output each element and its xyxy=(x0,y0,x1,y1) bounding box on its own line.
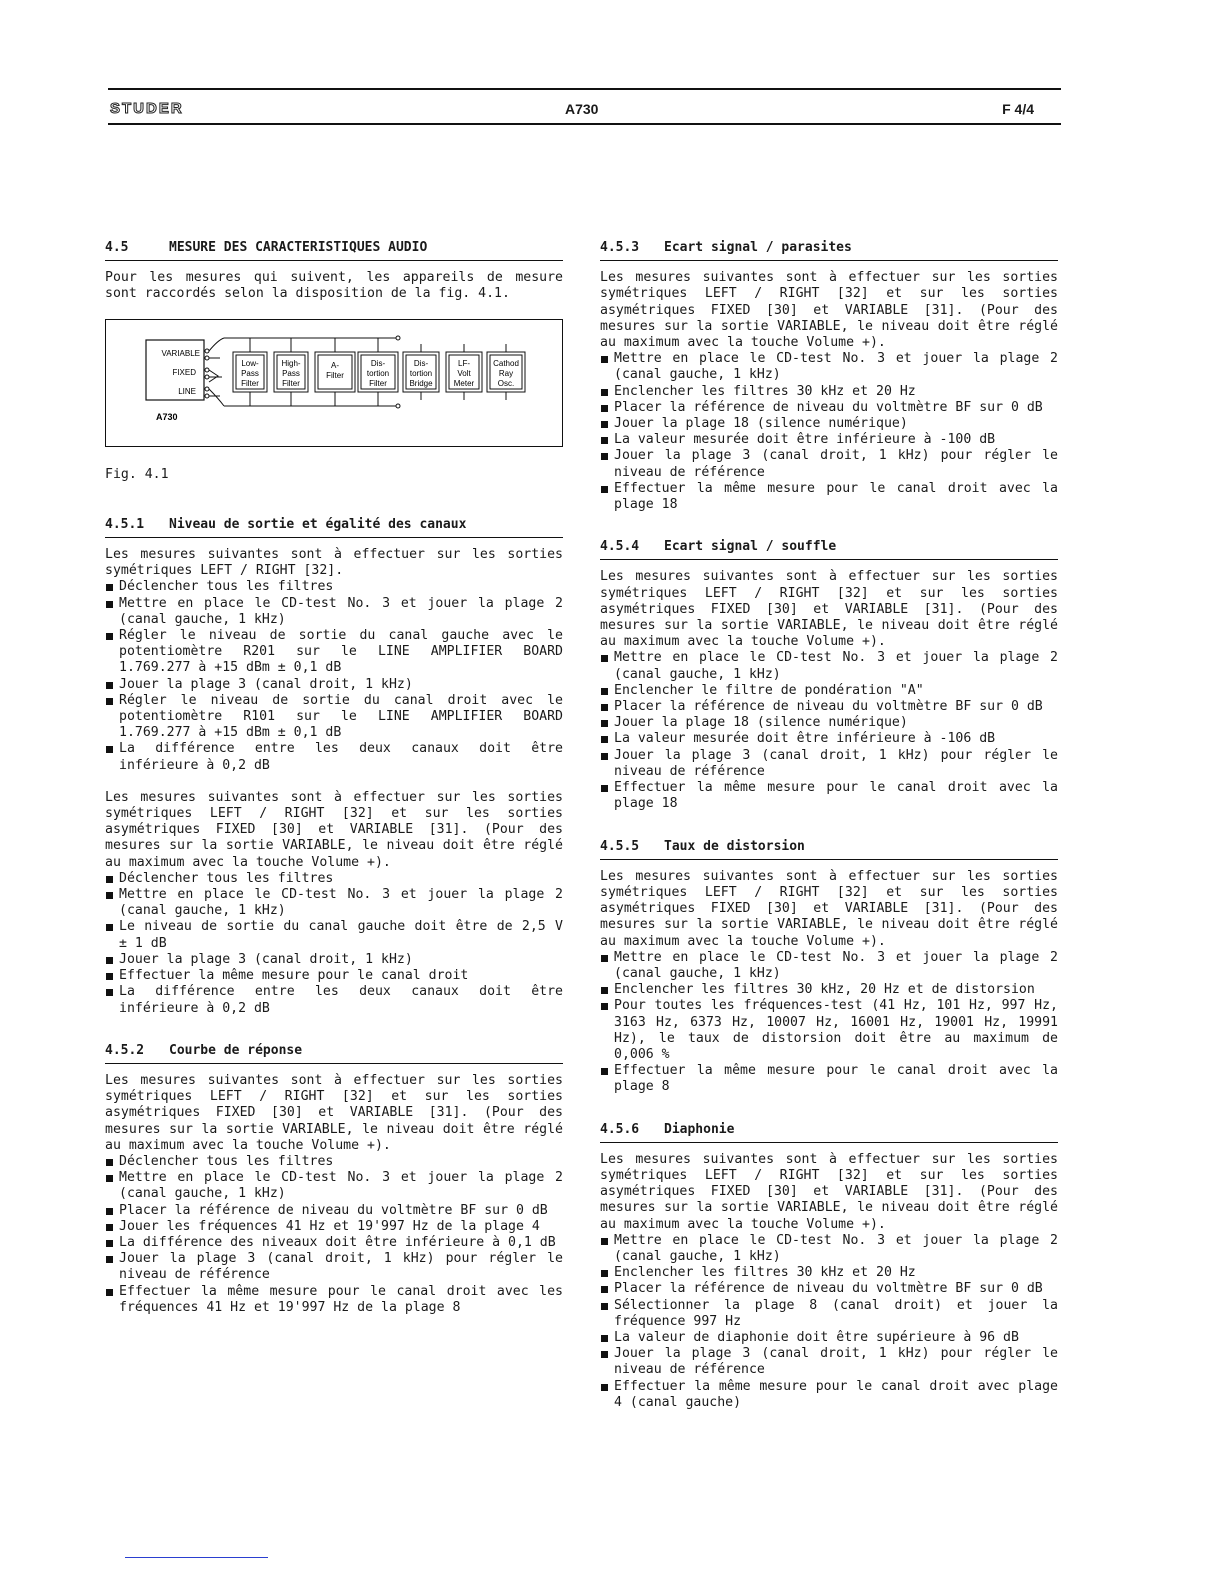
list-item: Effectuer la même mesure pour le canal droit xyxy=(105,968,563,984)
list-item: Jouer la plage 3 (canal droit, 1 kHz) xyxy=(105,677,563,693)
section-title: Courbe de réponse xyxy=(169,1042,303,1058)
list-item: Enclencher les filtres 30 kHz et 20 Hz xyxy=(600,1265,1058,1281)
section-4-5-4 xyxy=(600,539,1058,812)
list-item: Enclencher le filtre de pondération "A" xyxy=(600,683,1058,699)
list-item: Jouer la plage 3 (canal droit, 1 kHz) pour régler le niveau de référence xyxy=(600,1346,1058,1378)
svg-text:tortion: tortion xyxy=(366,368,390,378)
footnote-separator-line xyxy=(125,1557,268,1558)
section-heading xyxy=(105,240,563,261)
list-item: Mettre en place le CD-test No. 3 et jouer la plage 2 (canal gauche, 1 kHz) xyxy=(600,1233,1058,1265)
list-item: Mettre en place le CD-test No. 3 et jouer la plage 2 (canal gauche, 1 kHz) xyxy=(600,650,1058,682)
measurement-setup-diagram xyxy=(106,320,562,446)
section-number: 4.5.4 xyxy=(600,539,640,555)
bullet-list xyxy=(600,650,1058,812)
paragraph: Les mesures suivantes sont à effectuer sur les sorties symétriques LEFT / RIGHT [32] et sur les sorties asymétriques FIXED [30] et VARIABLE [31]. (Pour des mesures sur la sortie VARIABLE, le niveau doit être réglé au maximum avec la touche Volume +). xyxy=(600,868,1058,949)
list-item: Mettre en place le CD-test No. 3 et jouer la plage 2 (canal gauche, 1 kHz) xyxy=(600,351,1058,383)
section-heading xyxy=(600,539,1058,560)
section-number: 4.5 xyxy=(105,240,129,255)
section-4-5-3 xyxy=(600,240,1058,513)
svg-text:Pass: Pass xyxy=(282,368,300,378)
bullet-list xyxy=(105,1154,563,1316)
section-number: 4.5.3 xyxy=(600,240,640,255)
svg-text:Ray: Ray xyxy=(498,368,514,378)
svg-text:Volt: Volt xyxy=(457,368,471,378)
list-item: La différence des niveaux doit être inférieure à 0,1 dB xyxy=(105,1235,563,1251)
list-item: Mettre en place le CD-test No. 3 et jouer la plage 2 (canal gauche, 1 kHz) xyxy=(105,1170,563,1202)
list-item: La différence entre les deux canaux doit être inférieure à 0,2 dB xyxy=(105,741,563,773)
list-item: Placer la référence de niveau du voltmètre BF sur 0 dB xyxy=(600,1281,1058,1297)
list-item: Régler le niveau de sortie du canal droit avec le potentiomètre R101 sur le LINE AMPLIFIER BOARD 1.769.277 à +15 dBm ± 0,1 dB xyxy=(105,693,563,742)
section-4-5 xyxy=(105,240,563,483)
list-item: Effectuer la même mesure pour le canal droit avec les fréquences 41 Hz et 19'997 Hz de la plage 8 xyxy=(105,1284,563,1316)
list-item: Jouer les fréquences 41 Hz et 19'997 Hz de la plage 4 xyxy=(105,1219,563,1235)
list-item: Enclencher les filtres 30 kHz et 20 Hz xyxy=(600,384,1058,400)
list-item: Mettre en place le CD-test No. 3 et jouer la plage 2 (canal gauche, 1 kHz) xyxy=(105,887,563,919)
list-item: La valeur mesurée doit être inférieure à -100 dB xyxy=(600,432,1058,448)
bullet-list xyxy=(105,871,563,1017)
svg-text:tortion: tortion xyxy=(409,368,433,378)
section-number: 4.5.6 xyxy=(600,1121,640,1137)
svg-text:Meter: Meter xyxy=(453,378,475,388)
list-item: Effectuer la même mesure pour le canal droit avec la plage 18 xyxy=(600,780,1058,812)
section-number: 4.5.5 xyxy=(600,838,640,854)
bullet-list xyxy=(105,579,563,773)
svg-text:High-: High- xyxy=(281,358,301,368)
paragraph: Les mesures suivantes sont à effectuer sur les sorties symétriques LEFT / RIGHT [32] et sur les sorties asymétriques FIXED [30] et VARIABLE [31]. (Pour des mesures sur la sortie VARIABLE, le niveau doit être réglé au maximum avec la touche Volume +). xyxy=(600,270,1058,351)
svg-text:Dis-: Dis- xyxy=(413,358,429,368)
section-heading xyxy=(600,1122,1058,1143)
list-item: Sélectionner la plage 8 (canal droit) et jouer la fréquence 997 Hz xyxy=(600,1298,1058,1330)
bullet-list xyxy=(600,950,1058,1096)
header-model: A730 xyxy=(565,101,599,117)
paragraph: Les mesures suivantes sont à effectuer sur les sorties symétriques LEFT / RIGHT [32]. xyxy=(105,547,563,579)
svg-text:Dis-: Dis- xyxy=(370,358,386,368)
list-item: Effectuer la même mesure pour le canal droit avec plage 4 (canal gauche) xyxy=(600,1379,1058,1411)
studer-logo: STUDER xyxy=(110,100,184,117)
output-label-fixed: FIXED xyxy=(172,367,196,377)
header-top-rule xyxy=(108,88,1061,90)
list-item: Jouer la plage 18 (silence numérique) xyxy=(600,416,1058,432)
list-item: Effectuer la même mesure pour le canal droit avec la plage 8 xyxy=(600,1063,1058,1095)
list-item: Mettre en place le CD-test No. 3 et jouer la plage 2 (canal gauche, 1 kHz) xyxy=(600,950,1058,982)
svg-text:Filter: Filter xyxy=(282,378,300,388)
list-item: Déclencher tous les filtres xyxy=(105,579,563,595)
left-column xyxy=(105,240,563,1342)
svg-text:Filter: Filter xyxy=(241,378,259,388)
svg-text:Filter: Filter xyxy=(326,370,344,380)
list-item: La valeur de diaphonie doit être supérieure à 96 dB xyxy=(600,1330,1058,1346)
svg-text:Pass: Pass xyxy=(241,368,259,378)
bullet-list xyxy=(600,351,1058,513)
output-label-line: LINE xyxy=(178,386,196,396)
section-title: Diaphonie xyxy=(664,1121,735,1137)
header-page-number: F 4/4 xyxy=(1002,101,1034,117)
svg-text:LF-: LF- xyxy=(458,358,470,368)
list-item: Jouer la plage 18 (silence numérique) xyxy=(600,715,1058,731)
svg-text:Bridge: Bridge xyxy=(409,378,433,388)
list-item: La différence entre les deux canaux doit être inférieure à 0,2 dB xyxy=(105,984,563,1016)
list-item: Régler le niveau de sortie du canal gauche avec le potentiomètre R201 sur le LINE AMPLIFIER BOARD 1.769.277 à +15 dBm ± 0,1 dB xyxy=(105,628,563,677)
list-item: Enclencher les filtres 30 kHz, 20 Hz et de distorsion xyxy=(600,982,1058,998)
list-item: Jouer la plage 3 (canal droit, 1 kHz) pour régler le niveau de référence xyxy=(600,448,1058,480)
section-heading xyxy=(600,839,1058,860)
section-number: 4.5.1 xyxy=(105,516,145,532)
device-label: A730 xyxy=(156,411,178,422)
paragraph: Les mesures suivantes sont à effectuer sur les sorties symétriques LEFT / RIGHT [32] et sur les sorties asymétriques FIXED [30] et VARIABLE [31]. (Pour des mesures sur la sortie VARIABLE, le niveau doit être réglé au maximum avec la touche Volume +). xyxy=(105,1072,563,1153)
list-item: Déclencher tous les filtres xyxy=(105,1154,563,1170)
section-4-5-2 xyxy=(105,1043,563,1316)
section-heading xyxy=(600,240,1058,261)
paragraph: Les mesures suivantes sont à effectuer sur les sorties symétriques LEFT / RIGHT [32] et sur les sorties asymétriques FIXED [30] et VARIABLE [31]. (Pour des mesures sur la sortie VARIABLE, le niveau doit être réglé au maximum avec la touche Volume +). xyxy=(600,569,1058,650)
svg-text:Cathod: Cathod xyxy=(493,358,519,368)
svg-text:A-: A- xyxy=(331,360,339,370)
list-item: Placer la référence de niveau du voltmètre BF sur 0 dB xyxy=(600,400,1058,416)
list-item: Déclencher tous les filtres xyxy=(105,871,563,887)
section-number: 4.5.2 xyxy=(105,1042,145,1058)
section-4-5-1 xyxy=(105,517,563,1017)
list-item: La valeur mesurée doit être inférieure à -106 dB xyxy=(600,731,1058,747)
list-item: Jouer la plage 3 (canal droit, 1 kHz) pour régler le niveau de référence xyxy=(105,1251,563,1283)
list-item: Placer la référence de niveau du voltmètre BF sur 0 dB xyxy=(105,1203,563,1219)
section-title: Ecart signal / parasites xyxy=(664,240,852,255)
svg-text:Filter: Filter xyxy=(369,378,387,388)
right-column xyxy=(600,240,1058,1437)
section-heading xyxy=(105,517,563,538)
output-connectors xyxy=(205,338,224,406)
svg-text:Osc.: Osc. xyxy=(497,378,515,388)
section-heading xyxy=(105,1043,563,1064)
list-item: Le niveau de sortie du canal gauche doit être de 2,5 V ± 1 dB xyxy=(105,919,563,951)
section-4-5-5 xyxy=(600,839,1058,1096)
section-title: Taux de distorsion xyxy=(664,838,805,854)
block-labels xyxy=(241,359,519,388)
list-item: Pour toutes les fréquences-test (41 Hz, 101 Hz, 997 Hz, 3163 Hz, 6373 Hz, 10007 Hz, 16001 Hz, 19001 Hz, 19991 Hz), le taux de distorsion doit être au maximum de 0,006 % xyxy=(600,998,1058,1063)
section-title: Niveau de sortie et égalité des canaux xyxy=(169,516,467,532)
list-item: Jouer la plage 3 (canal droit, 1 kHz) xyxy=(105,952,563,968)
paragraph: Les mesures suivantes sont à effectuer sur les sorties symétriques LEFT / RIGHT [32] et sur les sorties asymétriques FIXED [30] et VARIABLE [31]. (Pour des mesures sur la sortie VARIABLE, le niveau doit être réglé au maximum avec la touche Volume +). xyxy=(600,1151,1058,1232)
list-item: Placer la référence de niveau du voltmètre BF sur 0 dB xyxy=(600,699,1058,715)
list-item: Jouer la plage 3 (canal droit, 1 kHz) pour régler le niveau de référence xyxy=(600,748,1058,780)
section-title: MESURE DES CARACTERISTIQUES AUDIO xyxy=(169,240,428,255)
list-item: Mettre en place le CD-test No. 3 et jouer la plage 2 (canal gauche, 1 kHz) xyxy=(105,596,563,628)
bullet-list xyxy=(600,1233,1058,1411)
paragraph: Pour les mesures qui suivent, les appareils de mesure sont raccordés selon la disposition de la fig. 4.1. xyxy=(105,270,563,302)
list-item: Effectuer la même mesure pour le canal droit avec la plage 18 xyxy=(600,481,1058,513)
output-label-variable: VARIABLE xyxy=(161,348,200,358)
figure-4-1 xyxy=(105,319,563,447)
svg-text:Low-: Low- xyxy=(241,358,259,368)
paragraph: Les mesures suivantes sont à effectuer sur les sorties symétriques LEFT / RIGHT [32] et sur les sorties asymétriques FIXED [30] et VARIABLE [31]. (Pour des mesures sur la sortie VARIABLE, le niveau doit être réglé au maximum avec la touche Volume +). xyxy=(105,789,563,870)
header-bottom-rule xyxy=(108,123,1061,125)
section-4-5-6 xyxy=(600,1122,1058,1411)
section-title: Ecart signal / souffle xyxy=(664,539,837,555)
figure-caption: Fig. 4.1 xyxy=(105,466,169,482)
